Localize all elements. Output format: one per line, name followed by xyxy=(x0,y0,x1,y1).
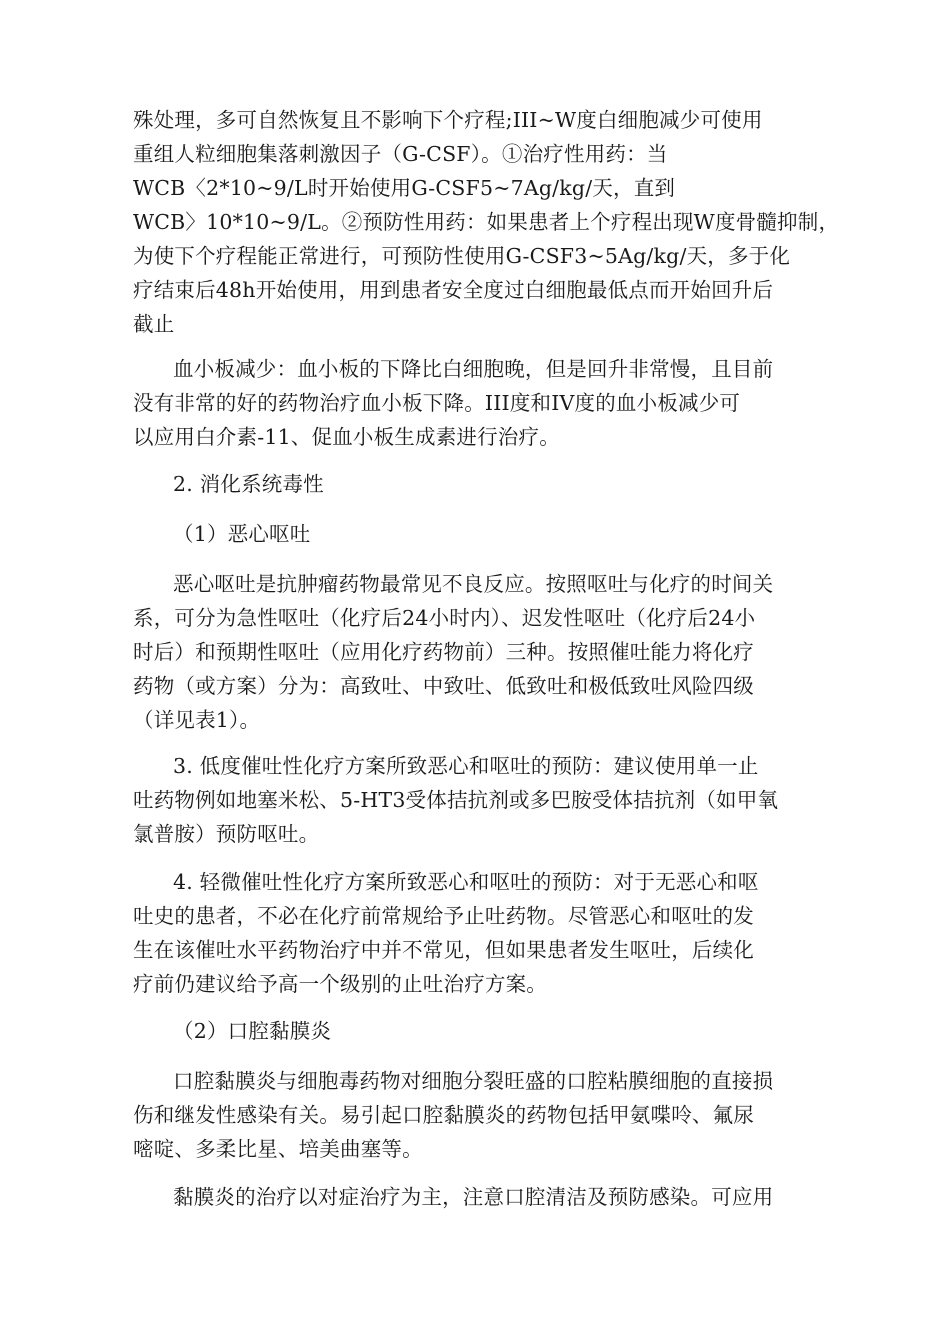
text-line: 时后）和预期性呕吐（应用化疗药物前）三种。按照催吐能力将化疗 xyxy=(133,640,754,664)
text-line: 以应用白介素-11、促血小板生成素进行治疗。 xyxy=(133,425,560,449)
heading-nausea-vomiting xyxy=(133,517,833,551)
text-line: WCB〉10*10~9/L。②预防性用药：如果患者上个疗程出现W度骨髓抑制， xyxy=(133,210,840,234)
text-line: （1）恶心呕吐 xyxy=(173,522,311,546)
text-line: 4. 轻微催吐性化疗方案所致恶心和呕吐的预防：对于无恶心和呕 xyxy=(173,870,759,894)
text-line: 氯普胺）预防呕吐。 xyxy=(133,822,320,846)
text-line: 黏膜炎的治疗以对症治疗为主，注意口腔清洁及预防感染。可应用 xyxy=(173,1185,774,1209)
text-line: 疗前仍建议给予高一个级别的止吐治疗方案。 xyxy=(133,972,547,996)
text-line: WCB〈2*10~9/L时开始使用G-CSF5~7Ag/kg/天，直到 xyxy=(133,176,676,200)
text-line: 口腔黏膜炎与细胞毒药物对细胞分裂旺盛的口腔粘膜细胞的直接损 xyxy=(173,1069,774,1093)
text-line: 恶心呕吐是抗肿瘤药物最常见不良反应。按照呕吐与化疗的时间关 xyxy=(173,572,774,596)
paragraph-low-emetic-prevention xyxy=(133,749,833,851)
paragraph-minimal-emetic-prevention xyxy=(133,865,833,1001)
paragraph-gcsf-treatment xyxy=(133,103,840,341)
text-line: 为使下个疗程能正常进行，可预防性使用G-CSF3~5Ag/kg/天，多于化 xyxy=(133,244,791,268)
text-line: 生在该催吐水平药物治疗中并不常见，但如果患者发生呕吐，后续化 xyxy=(133,938,754,962)
text-line: 2. 消化系统毒性 xyxy=(173,472,324,496)
text-line: 吐药物例如地塞米松、5-HT3受体拮抗剂或多巴胺受体拮抗剂（如甲氧 xyxy=(133,788,779,812)
paragraph-nausea-vomiting xyxy=(133,567,833,737)
text-line: 重组人粒细胞集落刺激因子（G-CSF）。①治疗性用药：当 xyxy=(133,142,668,166)
text-line: 系，可分为急性呕吐（化疗后24小时内）、迟发性呕吐（化疗后24小 xyxy=(133,606,756,630)
text-line: 嘧啶、多柔比星、培美曲塞等。 xyxy=(133,1137,423,1161)
heading-oral-mucositis xyxy=(133,1014,833,1048)
paragraph-oral-mucositis xyxy=(133,1064,833,1166)
text-line: 殊处理，多可自然恢复且不影响下个疗程;III~W度白细胞减少可使用 xyxy=(133,108,763,132)
text-line: 伤和继发性感染有关。易引起口腔黏膜炎的药物包括甲氨喋呤、氟尿 xyxy=(133,1103,754,1127)
text-line: （详见表1）。 xyxy=(133,708,261,732)
paragraph-mucositis-treatment xyxy=(133,1180,833,1214)
text-line: 吐史的患者，不必在化疗前常规给予止吐药物。尽管恶心和呕吐的发 xyxy=(133,904,754,928)
text-line: 没有非常的好的药物治疗血小板下降。III度和IV度的血小板减少可 xyxy=(133,391,741,415)
text-line: 药物（或方案）分为：高致吐、中致吐、低致吐和极低致吐风险四级 xyxy=(133,674,754,698)
paragraph-thrombocytopenia xyxy=(133,352,833,454)
text-line: （2）口腔黏膜炎 xyxy=(173,1019,332,1043)
text-line: 3. 低度催吐性化疗方案所致恶心和呕吐的预防：建议使用单一止 xyxy=(173,754,759,778)
heading-digestive-toxicity xyxy=(133,467,833,501)
text-line: 血小板减少：血小板的下降比白细胞晚，但是回升非常慢，且目前 xyxy=(173,357,774,381)
text-line: 截止 xyxy=(133,312,175,336)
text-line: 疗结束后48h开始使用，用到患者安全度过白细胞最低点而开始回升后 xyxy=(133,278,774,302)
